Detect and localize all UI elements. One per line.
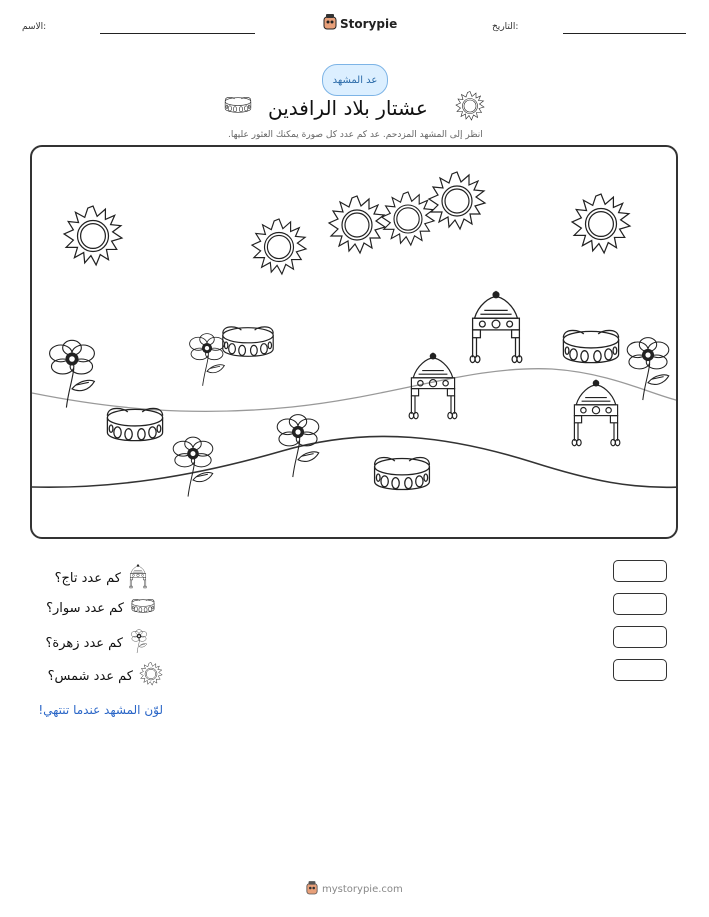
crown-3 <box>572 380 620 446</box>
sun-6 <box>572 194 630 253</box>
sun-3 <box>329 196 385 253</box>
answer-box-crown[interactable] <box>613 560 667 582</box>
flower-2 <box>190 334 225 386</box>
sun-5 <box>429 172 485 229</box>
footer-site <box>306 881 403 898</box>
answer-box-sun[interactable] <box>613 659 667 681</box>
bracelet-icon <box>130 596 156 620</box>
question-sun <box>48 662 163 690</box>
sun-icon <box>139 662 163 690</box>
question-text: كم عدد سوار؟ <box>46 600 124 616</box>
question-bracelet <box>46 596 156 620</box>
question-text: كم عدد تاج؟ <box>54 570 121 586</box>
question-crown <box>55 563 149 593</box>
flower-icon <box>129 628 149 658</box>
bracelet-4 <box>563 330 618 362</box>
bracelet-icon <box>223 94 253 120</box>
crown-1 <box>470 291 522 363</box>
page-title: عشتار بلاد الرافدين <box>268 96 428 120</box>
sun-1 <box>64 206 122 265</box>
flower-3 <box>173 437 213 496</box>
mascot-icon <box>306 881 318 898</box>
sun-2 <box>252 219 306 274</box>
counting-scene <box>30 145 678 539</box>
question-text: كم عدد زهرة؟ <box>45 635 123 651</box>
sun-icon <box>455 91 485 125</box>
name-line[interactable] <box>100 33 255 34</box>
name-label: الاسم: <box>22 22 47 32</box>
color-note: لوّن المشهد عندما تنتهي! <box>38 703 163 717</box>
brand-logo <box>323 14 397 33</box>
bracelet-2 <box>107 408 162 440</box>
question-text: كم عدد شمس؟ <box>47 668 133 684</box>
sun-4 <box>382 192 434 245</box>
flower-4 <box>277 415 319 477</box>
crown-icon <box>127 563 149 593</box>
answer-box-flower[interactable] <box>613 626 667 648</box>
date-label: التاريخ: <box>492 22 519 32</box>
brand-mascot-icon <box>323 14 337 33</box>
question-flower <box>46 628 150 658</box>
site-url: mystorypie.com <box>322 884 403 895</box>
brand-name: Storypie <box>340 16 398 31</box>
bracelet-1 <box>223 327 273 356</box>
bracelet-3 <box>375 458 430 490</box>
date-line[interactable] <box>563 33 686 34</box>
section-tag: عد المشهد <box>322 64 388 96</box>
answer-box-bracelet[interactable] <box>613 593 667 615</box>
instructions: انظر إلى المشهد المزدحم. عد كم عدد كل صورة يمكنك العثور عليها. <box>228 130 483 140</box>
